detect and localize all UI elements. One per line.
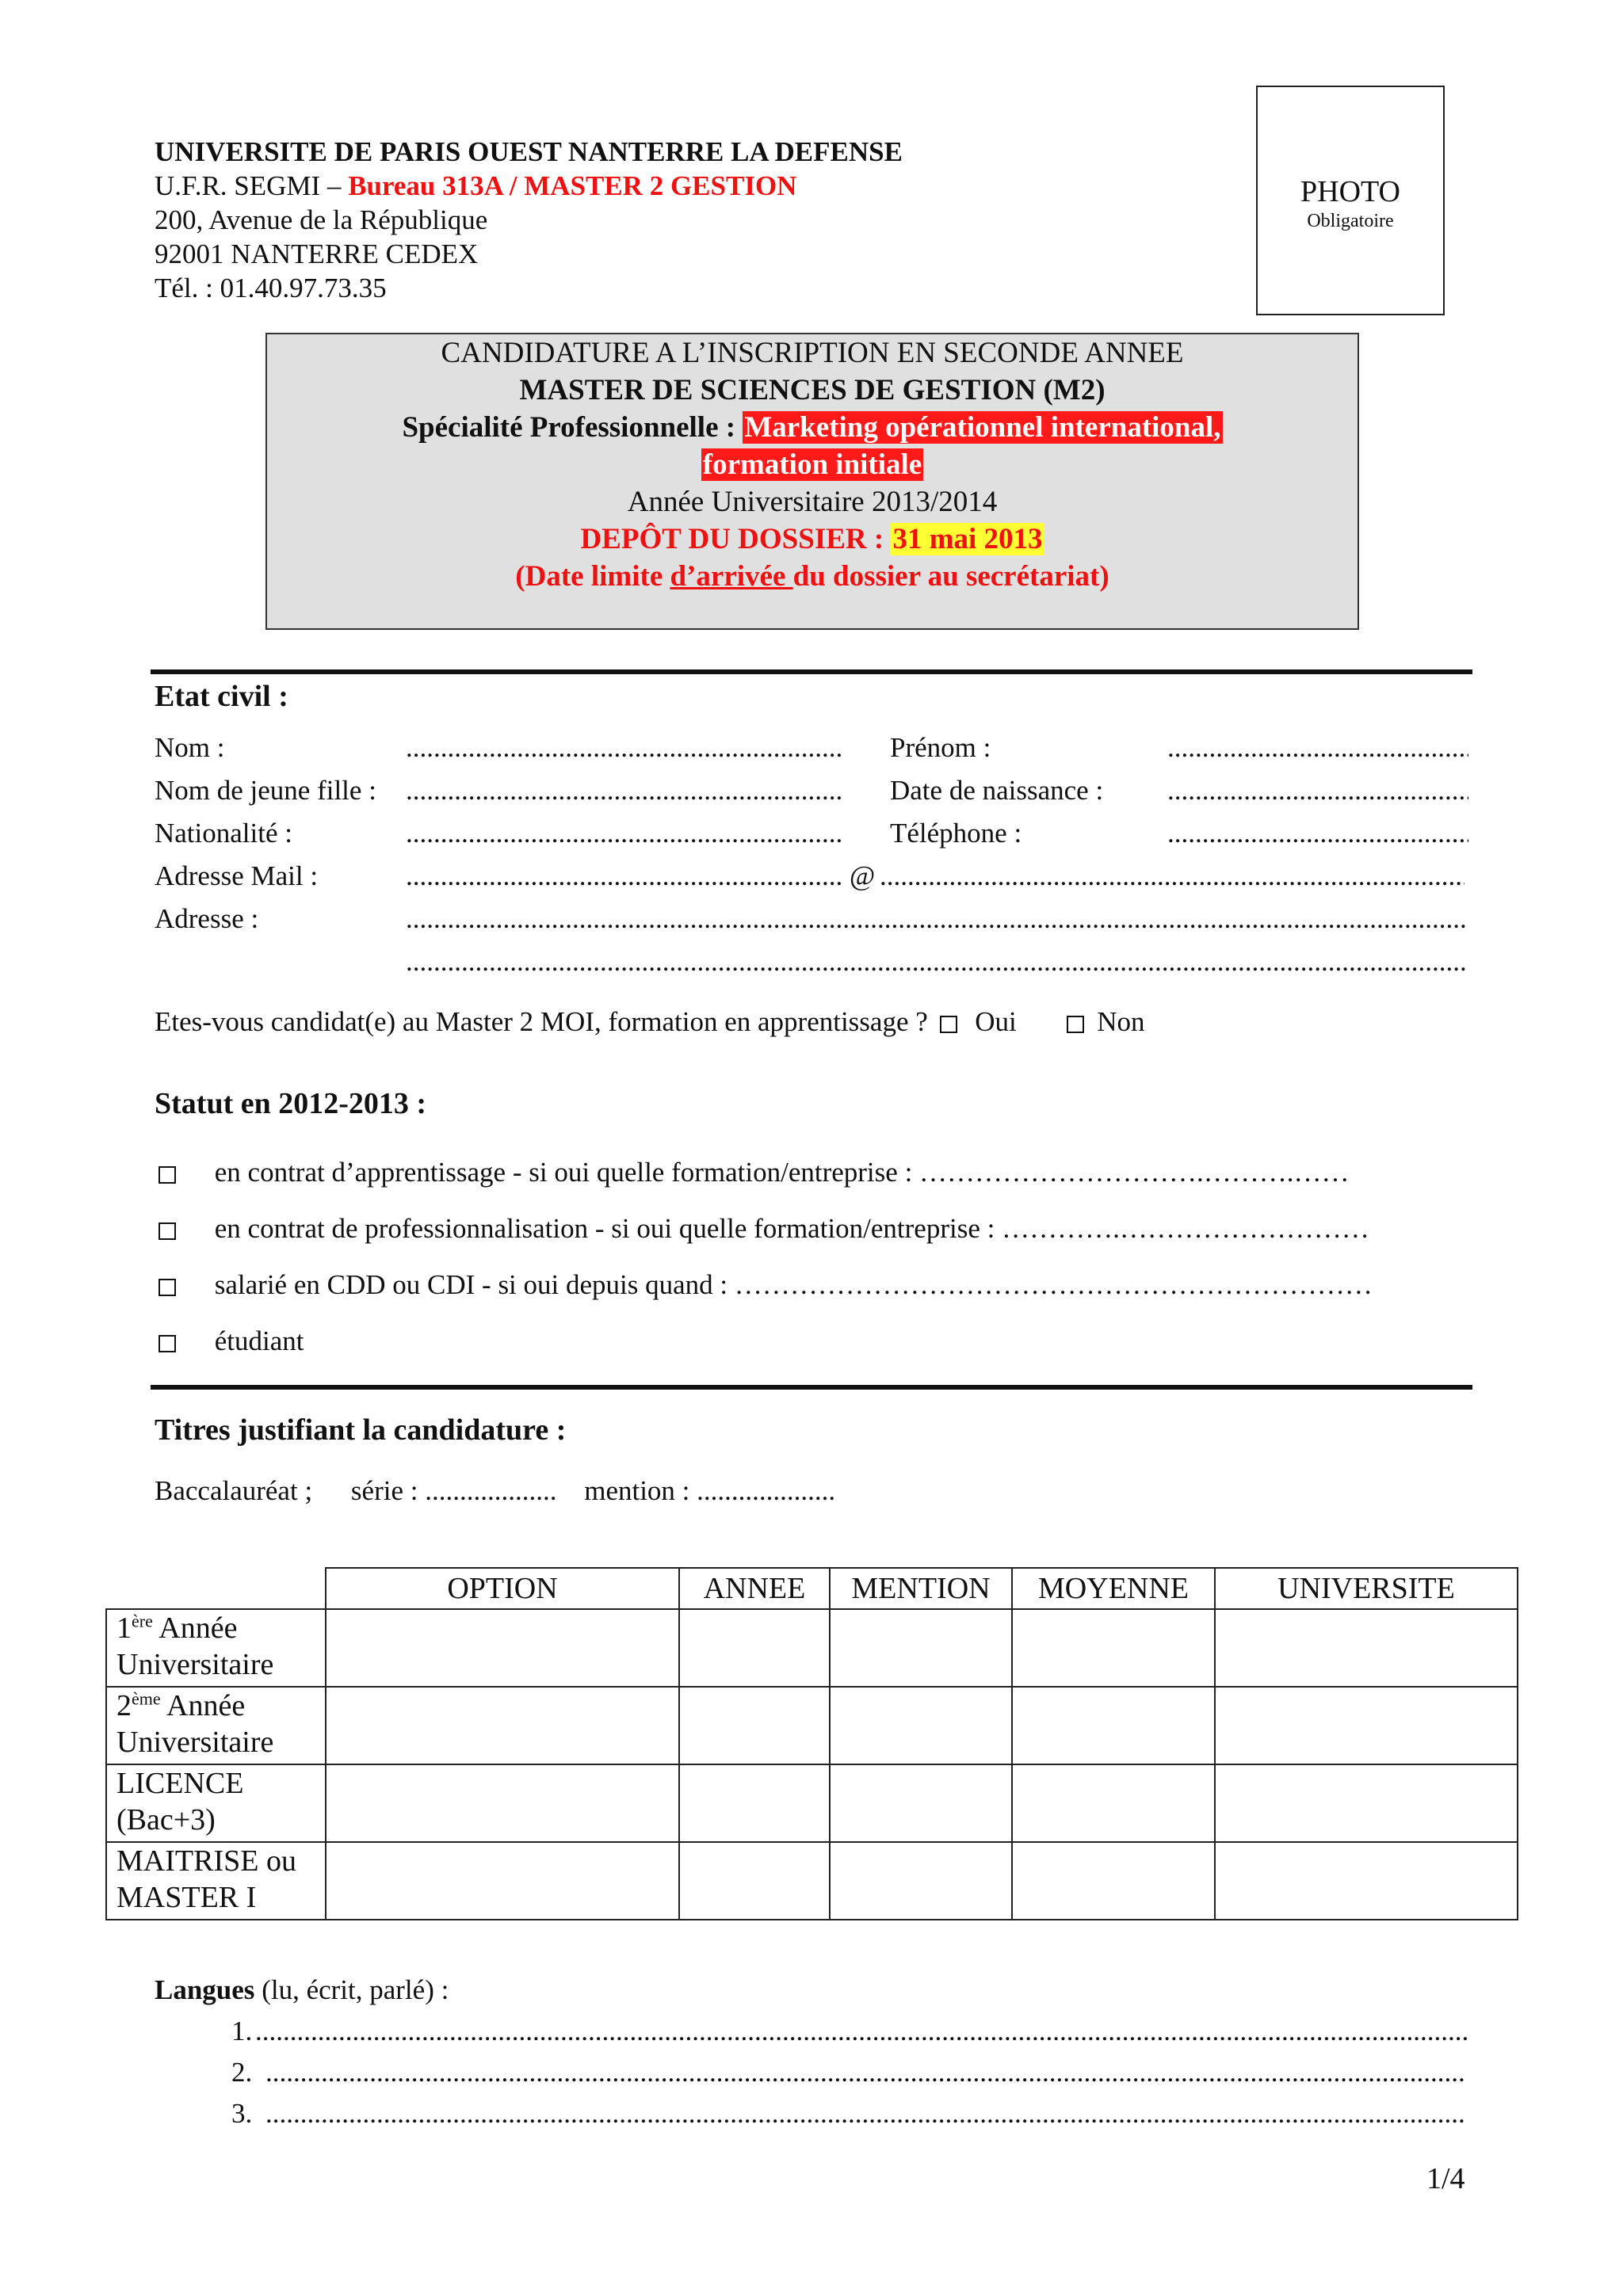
limite-a: (Date limite	[515, 560, 670, 593]
table-row	[106, 1687, 1518, 1764]
limite-line	[267, 558, 1358, 595]
cell-moyenne[interactable]	[1012, 1609, 1215, 1687]
cell-annee[interactable]	[679, 1687, 830, 1764]
section-rule	[151, 669, 1472, 674]
cell-moyenne[interactable]	[1012, 1687, 1215, 1764]
nationalite-label: Nationalité :	[155, 818, 292, 849]
col-annee: ANNEE	[679, 1568, 830, 1609]
at-sign: @	[850, 860, 876, 891]
adresse-field-1[interactable]	[406, 902, 1468, 936]
title-box	[265, 333, 1359, 630]
telephone-label: Téléphone :	[890, 818, 1022, 849]
cell-annee[interactable]	[679, 1842, 830, 1920]
statut-item-label: salarié en CDD ou CDI - si oui depuis quand : ……………………………………………………………	[214, 1269, 1373, 1300]
phone-line: Tél. : 01.40.97.73.35	[155, 273, 387, 303]
non-checkbox[interactable]	[1067, 1016, 1084, 1033]
adresse-field-2[interactable]	[406, 944, 1468, 979]
col-moyenne: MOYENNE	[1012, 1568, 1215, 1609]
row-label: LICENCE (Bac+3)	[106, 1764, 326, 1842]
row-label: 2ème Année Universitaire	[106, 1687, 326, 1764]
oui-label: Oui	[975, 1006, 1017, 1037]
langues-sub: (lu, écrit, parlé) :	[254, 1974, 449, 2005]
section-rule	[151, 1385, 1472, 1390]
cell-universite[interactable]	[1215, 1609, 1518, 1687]
question-text: Etes-vous candidat(e) au Master 2 MOI, formation en apprentissage ?	[155, 1006, 928, 1037]
prenom-label: Prénom :	[890, 732, 991, 763]
title-line1: CANDIDATURE A L’INSCRIPTION EN SECONDE ANNEE	[441, 337, 1184, 369]
nom-label: Nom :	[155, 732, 225, 763]
adresse-label: Adresse :	[155, 903, 259, 934]
ufr-line	[155, 169, 903, 203]
jeune-fille-label: Nom de jeune fille :	[155, 775, 376, 806]
depot-date: 31 mai 2013	[892, 523, 1043, 555]
ufr-label: U.F.R. SEGMI –	[155, 170, 349, 201]
cell-moyenne[interactable]	[1012, 1842, 1215, 1920]
statut-item[interactable]	[158, 1268, 1373, 1302]
cell-mention[interactable]	[830, 1609, 1012, 1687]
specialite-value-2: formation initiale	[702, 448, 922, 481]
cell-universite[interactable]	[1215, 1687, 1518, 1764]
row-label: MAITRISE ou MASTER I	[106, 1842, 326, 1920]
col-universite: UNIVERSITE	[1215, 1568, 1518, 1609]
cell-mention[interactable]	[830, 1764, 1012, 1842]
table-row	[106, 1609, 1518, 1687]
cell-universite[interactable]	[1215, 1764, 1518, 1842]
mail-user-field[interactable]	[406, 859, 843, 894]
statut-heading: Statut en 2012-2013 :	[155, 1087, 427, 1120]
statut-item-label: étudiant	[214, 1325, 304, 1356]
limite-b: d’arrivée	[670, 560, 793, 593]
langue-field[interactable]	[265, 2055, 1465, 2090]
jeune-fille-field[interactable]	[406, 773, 843, 808]
cell-option[interactable]	[326, 1842, 679, 1920]
statut-checkbox[interactable]	[158, 1279, 176, 1296]
statut-item-label: en contrat de professionnalisation - si oui quelle formation/entreprise : ………….………………………	[214, 1213, 1369, 1244]
etat-civil-heading: Etat civil :	[155, 680, 288, 713]
header-block	[155, 135, 903, 305]
cell-option[interactable]	[326, 1764, 679, 1842]
address-line: 200, Avenue de la République	[155, 204, 488, 235]
cell-moyenne[interactable]	[1012, 1764, 1215, 1842]
page-number: 1/4	[1426, 2162, 1465, 2195]
university-name: UNIVERSITE DE PARIS OUEST NANTERRE LA DEFENSE	[155, 136, 903, 167]
row-label: 1ère Année Universitaire	[106, 1609, 326, 1687]
specialite-label: Spécialité Professionnelle :	[402, 411, 743, 444]
depot-label: DEPÔT DU DOSSIER :	[580, 523, 892, 555]
photo-label: PHOTO	[1300, 175, 1400, 208]
statut-checkbox[interactable]	[158, 1166, 176, 1184]
photo-box[interactable]	[1256, 86, 1445, 315]
depot-line	[267, 521, 1358, 558]
statut-item[interactable]	[158, 1211, 1369, 1246]
cell-universite[interactable]	[1215, 1842, 1518, 1920]
langue-number: 2.	[231, 2057, 253, 2088]
mention-field[interactable]: mention : ....................	[584, 1475, 836, 1506]
statut-item-label: en contrat d’apprentissage - si oui quelle formation/entreprise : ………………………….……….……	[214, 1157, 1350, 1188]
cell-mention[interactable]	[830, 1687, 1012, 1764]
bureau-label: Bureau 313A / MASTER 2 GESTION	[348, 170, 797, 201]
langue-number: 3.	[231, 2098, 253, 2129]
langue-field[interactable]	[265, 2096, 1465, 2131]
specialite-line	[267, 409, 1358, 446]
non-label: Non	[1097, 1006, 1145, 1037]
col-mention: MENTION	[830, 1568, 1012, 1609]
mail-label: Adresse Mail :	[155, 860, 319, 891]
cell-mention[interactable]	[830, 1842, 1012, 1920]
statut-checkbox[interactable]	[158, 1335, 176, 1352]
langue-field[interactable]	[255, 2014, 1468, 2049]
title-line2: MASTER DE SCIENCES DE GESTION (M2)	[519, 374, 1106, 406]
cell-option[interactable]	[326, 1687, 679, 1764]
langues-line	[155, 1973, 449, 2008]
apprentissage-question	[155, 1005, 1145, 1039]
table-corner	[106, 1568, 326, 1609]
prenom-field[interactable]	[1167, 730, 1468, 765]
naissance-field[interactable]	[1167, 773, 1468, 808]
grades-table	[105, 1567, 1518, 1920]
cell-option[interactable]	[326, 1609, 679, 1687]
naissance-label: Date de naissance :	[890, 775, 1104, 806]
langue-number: 1.	[231, 2016, 253, 2046]
city-line: 92001 NANTERRE CEDEX	[155, 238, 479, 269]
table-row	[106, 1764, 1518, 1842]
statut-item[interactable]	[158, 1155, 1350, 1190]
bac-label: Baccalauréat ;	[155, 1475, 313, 1506]
specialite-value: Marketing opérationnel international,	[744, 411, 1221, 444]
titres-heading: Titres justifiant la candidature :	[155, 1413, 567, 1447]
statut-item[interactable]	[158, 1324, 304, 1359]
cell-annee[interactable]	[679, 1764, 830, 1842]
nationalite-field[interactable]	[406, 816, 843, 851]
photo-sub: Obligatoire	[1307, 211, 1394, 231]
nom-field[interactable]	[406, 730, 843, 765]
col-option: OPTION	[326, 1568, 679, 1609]
mail-domain-field[interactable]	[880, 859, 1465, 894]
cell-annee[interactable]	[679, 1609, 830, 1687]
bac-line	[155, 1474, 835, 1508]
limite-c: du dossier au secrétariat)	[792, 560, 1109, 593]
annee-line: Année Universitaire 2013/2014	[627, 486, 998, 518]
table-row	[106, 1842, 1518, 1920]
telephone-field[interactable]	[1167, 816, 1468, 851]
oui-checkbox[interactable]	[940, 1016, 957, 1033]
langues-label: Langues	[155, 1974, 255, 2005]
statut-checkbox[interactable]	[158, 1222, 176, 1240]
serie-field[interactable]: série : ...................	[350, 1475, 557, 1506]
